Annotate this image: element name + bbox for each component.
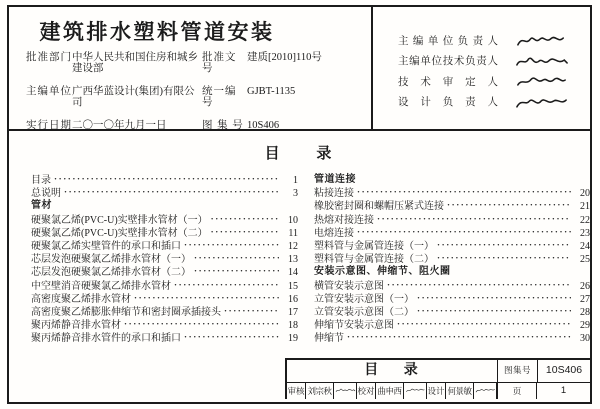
title-block — [285, 358, 590, 399]
toc-columns — [9, 161, 590, 345]
toc-item-page: 23 — [580, 227, 590, 239]
approval-panel — [9, 7, 371, 129]
toc-item-page: 15 — [288, 280, 298, 292]
signature-icon — [514, 74, 570, 90]
dot-leader — [417, 305, 571, 318]
toc-item-title: 立管安装示意图（一） — [314, 293, 414, 305]
toc-item-page: 11 — [288, 227, 298, 239]
toc-item-page: 19 — [288, 333, 298, 345]
page-number-cell: 1 — [560, 385, 567, 397]
toc-item-title: 安装示意图、伸缩节、阻火圈 — [314, 266, 451, 278]
toc-item-page: 20 — [580, 188, 590, 200]
toc-item-page: 1 — [293, 175, 298, 186]
toc-item — [314, 332, 590, 345]
toc-item-title: 伸缩节 — [314, 333, 344, 345]
titleblock-title: 目 录 — [287, 360, 498, 382]
toc-heading: 目 录 — [264, 146, 335, 162]
signature-icon — [514, 54, 570, 70]
meta-value: 建质[2010]110号 — [247, 52, 322, 63]
dot-leader — [64, 186, 279, 199]
signatory-label: 技术审定人 — [398, 76, 498, 88]
toc-item-title: 聚丙烯静音排水管件的承口和插口 — [31, 333, 181, 345]
dot-leader — [54, 173, 279, 186]
title-block-top-row — [287, 360, 590, 383]
toc-item-page: 21 — [580, 201, 590, 213]
toc-item-page: 13 — [288, 254, 298, 266]
dot-leader — [357, 186, 571, 199]
credits-row — [287, 383, 590, 400]
meta-label: 统一编号 — [202, 86, 237, 108]
toc-item — [314, 253, 590, 266]
meta-label: 实行日期 — [26, 120, 72, 131]
toc-item-title: 硬聚氯乙烯(PVC-U)实壁排水管材（一） — [31, 214, 208, 226]
credit-signature-icon — [334, 383, 357, 400]
toc-item-title: 横管安装示意图 — [314, 280, 384, 292]
toc-item-page: 10 — [288, 214, 298, 226]
page-frame — [7, 5, 592, 404]
toc-item-title: 高密度聚乙烯排水管材 — [31, 293, 131, 305]
toc-item — [31, 332, 298, 345]
toc-item-page: 30 — [580, 333, 590, 345]
page-label-cell: 页 — [497, 383, 537, 400]
credit-role: 校对 — [357, 383, 376, 400]
toc-item-title: 高密度聚乙烯膨胀伸缩节和密封圈承插接头 — [31, 306, 221, 318]
dot-leader — [224, 305, 279, 318]
meta-value: 中华人民共和国住房和城乡建设部 — [72, 52, 198, 74]
toc-item-page: 29 — [580, 320, 590, 332]
signatory-label: 主编单位技术负责人 — [398, 56, 498, 68]
toc-item-title: 热熔对接连接 — [314, 214, 374, 226]
toc-item-title: 电熔连接 — [314, 227, 354, 239]
toc-item-page: 27 — [580, 293, 590, 305]
header-section — [9, 7, 590, 131]
toc-item — [31, 187, 298, 200]
signatory-label: 设计负责人 — [398, 97, 498, 109]
dot-leader — [357, 226, 571, 239]
dot-leader — [377, 213, 571, 226]
toc-item-title: 硬聚氯乙烯实壁管件的承口和插口 — [31, 240, 181, 252]
toc-item-title: 立管安装示意图（二） — [314, 306, 414, 318]
toc-item-title: 芯层发泡硬聚氯乙烯排水管材（一） — [31, 254, 191, 266]
meta-label: 图 集 号 — [202, 120, 244, 131]
meta-label: 主编单位 — [26, 86, 72, 97]
toc-item-page: 12 — [288, 240, 298, 252]
figure-number-label: 图集号 — [498, 360, 538, 382]
toc-item-page: 3 — [293, 188, 298, 200]
signatory-row — [398, 31, 590, 52]
signatory-row — [398, 72, 590, 93]
meta-value: 二〇一〇年九月一日 — [72, 120, 167, 131]
toc-section — [9, 131, 590, 399]
credit-role: 设计 — [427, 383, 446, 400]
toc-item-title: 总说明 — [31, 188, 61, 200]
dot-leader — [184, 331, 279, 344]
toc-item-title: 管道连接 — [314, 174, 356, 185]
toc-item-title: 粘接连接 — [314, 188, 354, 200]
dot-leader — [194, 252, 279, 265]
signatory-row — [398, 93, 590, 114]
toc-item-title: 中空壁消音硬聚氯乙烯排水管材 — [31, 280, 171, 292]
dot-leader — [387, 279, 571, 292]
dot-leader — [347, 331, 571, 344]
dot-leader — [437, 239, 571, 252]
dot-leader — [417, 292, 571, 305]
credit-name: 曲申西 — [376, 383, 404, 400]
toc-column-right — [314, 174, 590, 345]
dot-leader — [194, 265, 279, 278]
toc-item-title: 橡胶密封圈和螺帽压紧式连接 — [314, 201, 444, 213]
dot-leader — [211, 213, 279, 226]
approval-meta — [9, 52, 371, 131]
toc-item-page: 22 — [580, 214, 590, 226]
toc-item-page: 17 — [288, 306, 298, 318]
toc-item-page: 28 — [580, 306, 590, 318]
toc-item-title: 芯层发泡硬聚氯乙烯排水管材（二） — [31, 267, 191, 279]
signature-icon — [514, 95, 570, 111]
meta-value: 广西华蓝设计(集团)有限公司 — [72, 86, 195, 108]
meta-label: 批准部门 — [26, 52, 72, 63]
signature-icon — [514, 33, 570, 49]
dot-leader — [174, 279, 279, 292]
credit-name: 刘宗秋 — [306, 383, 334, 400]
toc-item-title: 伸缩节安装示意图 — [314, 320, 394, 332]
credit-signature-icon — [474, 383, 497, 400]
toc-item-title: 聚丙烯静音排水管材 — [31, 320, 121, 332]
dot-leader — [437, 252, 571, 265]
page-title: 建筑排水塑料管道安装 — [39, 20, 275, 44]
toc-item-page: 14 — [288, 267, 298, 279]
dot-leader — [447, 199, 571, 212]
toc-item-page: 18 — [288, 320, 298, 332]
credit-role: 审核 — [287, 383, 306, 400]
dot-leader — [134, 292, 279, 305]
credit-name: 何景敏 — [446, 383, 474, 400]
dot-leader — [397, 318, 571, 331]
meta-value: 10S406 — [247, 120, 280, 131]
dot-leader — [184, 239, 279, 252]
meta-value: GJBT-1135 — [247, 86, 296, 97]
dot-leader — [124, 318, 279, 331]
credit-signature-icon — [404, 383, 427, 400]
toc-item-page: 24 — [580, 240, 590, 252]
toc-item-title: 目录 — [31, 175, 51, 186]
toc-item-title: 塑料管与金属管连接（二） — [314, 254, 434, 266]
toc-item-title: 硬聚氯乙烯(PVC-U)实壁排水管材（二） — [31, 227, 208, 239]
toc-item-page: 16 — [288, 293, 298, 305]
toc-item-title: 塑料管与金属管连接（一） — [314, 240, 434, 252]
toc-item-page: 26 — [580, 280, 590, 292]
toc-item-title: 管材 — [31, 200, 52, 212]
signatory-label: 主编单位负责人 — [398, 35, 498, 47]
toc-item-page: 25 — [580, 254, 590, 266]
signatory-panel — [371, 7, 590, 129]
meta-label: 批准文号 — [202, 52, 237, 74]
toc-column-left — [31, 174, 298, 345]
figure-number-value: 10S406 — [545, 364, 583, 376]
signatory-row — [398, 52, 590, 73]
dot-leader — [211, 226, 279, 239]
